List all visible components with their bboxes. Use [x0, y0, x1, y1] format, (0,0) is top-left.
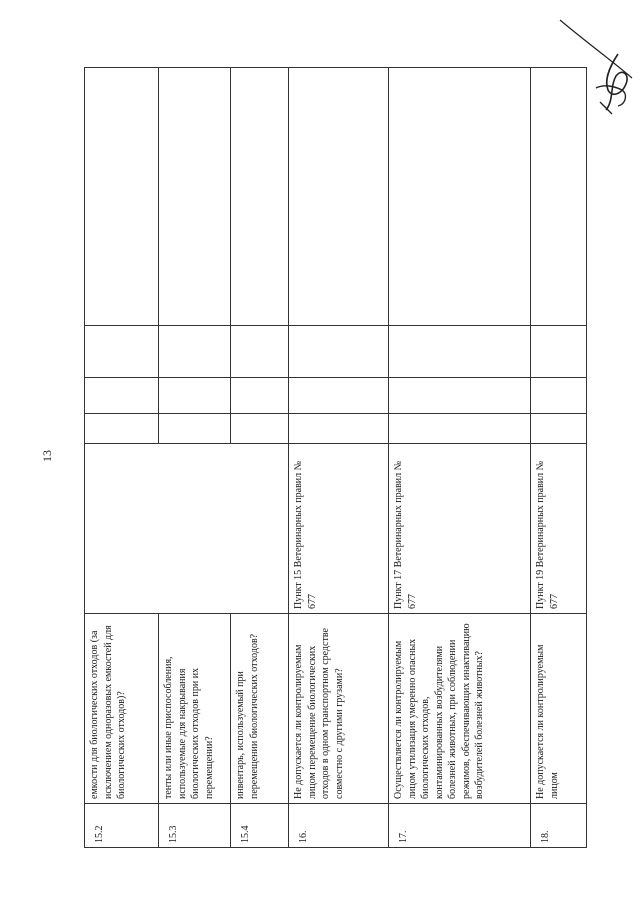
row-number: 16.	[289, 804, 389, 848]
answer-no-cell	[159, 378, 231, 414]
note-cell	[159, 68, 231, 326]
row-number: 17.	[389, 804, 531, 848]
question-cell: Осуществляется ли контролируемым лицом утилизация умеренно опасных биологических отходов, контаминированных возбудителями болезней животных, при соблюдении режимов, обеспечивающих инактивацию возбудителей болезней животных?	[389, 614, 531, 804]
answer-yes-cell	[159, 414, 231, 444]
reference-cell	[85, 444, 289, 614]
answer-no-cell	[85, 378, 159, 414]
page-number: 13	[40, 450, 54, 462]
reference-cell: Пункт 19 Ветеринарных правил № 677	[531, 444, 587, 614]
answer-no-cell	[231, 378, 289, 414]
reference-cell: Пункт 17 Ветеринарных правил № 677	[389, 444, 531, 614]
note-cell	[289, 68, 389, 326]
question-cell: инвентарь, используемый при перемещении биологических отходов?	[231, 614, 289, 804]
table-row	[85, 68, 159, 848]
note-cell	[231, 68, 289, 326]
row-number: 18.	[531, 804, 587, 848]
answer-no-cell	[531, 378, 587, 414]
question-cell: тенты или иные приспособления, используемые для накрывания биологических отходов при их перемещении?	[159, 614, 231, 804]
answer-yes-cell	[231, 414, 289, 444]
row-number: 15.3	[159, 804, 231, 848]
note-cell	[85, 68, 159, 326]
checklist-table-frame	[84, 68, 586, 848]
checklist-table-rotated	[84, 68, 586, 848]
answer-no-cell	[389, 378, 531, 414]
answer-yes-cell	[389, 414, 531, 444]
answer-na-cell	[231, 326, 289, 378]
answer-na-cell	[389, 326, 531, 378]
answer-no-cell	[289, 378, 389, 414]
answer-na-cell	[159, 326, 231, 378]
answer-yes-cell	[289, 414, 389, 444]
question-cell: Не допускается ли контролируемым лицом	[531, 614, 587, 804]
row-number: 15.2	[85, 804, 159, 848]
answer-na-cell	[531, 326, 587, 378]
question-cell: емкости для биологических отходов (за исключением одноразовых емкостей для биологических отходов)?	[85, 614, 159, 804]
table-row	[531, 68, 587, 848]
answer-na-cell	[289, 326, 389, 378]
table-row	[289, 68, 389, 848]
row-number: 15.4	[231, 804, 289, 848]
checklist-table	[84, 67, 587, 848]
reference-cell: Пункт 15 Ветеринарных правил № 677	[289, 444, 389, 614]
note-cell	[389, 68, 531, 326]
table-row	[389, 68, 531, 848]
answer-yes-cell	[531, 414, 587, 444]
question-cell: Не допускается ли контролируемым лицом перемещение биологических отходов в одном транспортном средстве совместно с другими грузами?	[289, 614, 389, 804]
answer-na-cell	[85, 326, 159, 378]
handwritten-signature	[556, 14, 636, 124]
answer-yes-cell	[85, 414, 159, 444]
